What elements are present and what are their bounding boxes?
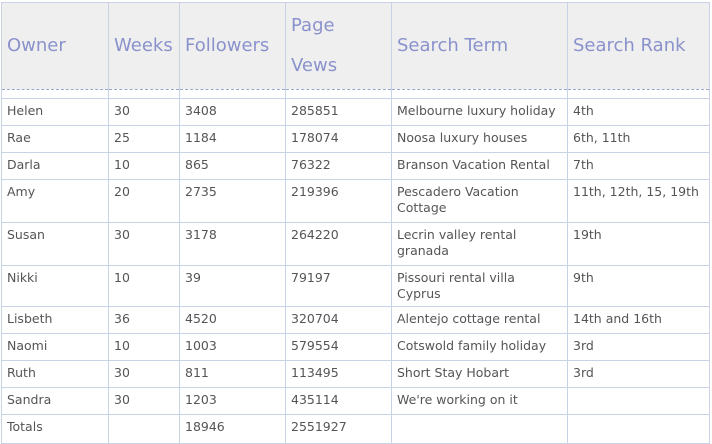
spacer-cell <box>392 90 568 99</box>
cell-owner: Sandra <box>2 388 109 415</box>
data-table-container <box>1 2 709 434</box>
cell-search-rank <box>568 388 710 415</box>
cell-weeks: 30 <box>109 223 180 266</box>
cell-weeks: 30 <box>109 388 180 415</box>
cell-page-views: 579554 <box>286 334 392 361</box>
header-owner: Owner <box>2 3 109 90</box>
cell-totals-search-rank <box>568 415 710 444</box>
cell-page-views: 219396 <box>286 180 392 223</box>
cell-page-views: 113495 <box>286 361 392 388</box>
cell-owner: Nikki <box>2 266 109 307</box>
header-followers: Followers <box>180 3 286 90</box>
cell-followers: 1203 <box>180 388 286 415</box>
cell-search-term: Cotswold family holiday <box>392 334 568 361</box>
cell-followers: 865 <box>180 153 286 180</box>
data-table <box>1 2 710 444</box>
cell-search-rank: 3rd <box>568 334 710 361</box>
cell-search-rank: 9th <box>568 266 710 307</box>
cell-owner: Ruth <box>2 361 109 388</box>
cell-followers: 3178 <box>180 223 286 266</box>
cell-page-views: 76322 <box>286 153 392 180</box>
cell-search-term: We're working on it <box>392 388 568 415</box>
cell-search-term: Lecrin valley rental granada <box>392 223 568 266</box>
spacer-cell <box>568 90 710 99</box>
spacer-cell <box>2 90 109 99</box>
cell-totals-search-term <box>392 415 568 444</box>
cell-weeks: 30 <box>109 361 180 388</box>
cell-owner: Naomi <box>2 334 109 361</box>
cell-owner: Lisbeth <box>2 307 109 334</box>
cell-totals-label: Totals <box>2 415 109 444</box>
cell-search-rank: 14th and 16th <box>568 307 710 334</box>
cell-page-views: 79197 <box>286 266 392 307</box>
table-row <box>2 388 710 415</box>
cell-weeks: 10 <box>109 266 180 307</box>
cell-owner: Amy <box>2 180 109 223</box>
cell-search-term: Alentejo cottage rental <box>392 307 568 334</box>
cell-followers: 4520 <box>180 307 286 334</box>
cell-page-views: 178074 <box>286 126 392 153</box>
header-search-term: Search Term <box>392 3 568 90</box>
cell-owner: Susan <box>2 223 109 266</box>
cell-search-rank: 3rd <box>568 361 710 388</box>
header-row <box>2 3 710 90</box>
spacer-cell <box>286 90 392 99</box>
cell-weeks: 20 <box>109 180 180 223</box>
table-row <box>2 223 710 266</box>
spacer-row <box>2 90 710 99</box>
cell-search-term: Pescadero Vacation Cottage <box>392 180 568 223</box>
table-row <box>2 153 710 180</box>
cell-owner: Darla <box>2 153 109 180</box>
cell-page-views: 435114 <box>286 388 392 415</box>
cell-search-rank: 7th <box>568 153 710 180</box>
spacer-cell <box>180 90 286 99</box>
cell-totals-weeks <box>109 415 180 444</box>
cell-search-term: Short Stay Hobart <box>392 361 568 388</box>
cell-page-views: 264220 <box>286 223 392 266</box>
cell-weeks: 30 <box>109 99 180 126</box>
table-row <box>2 99 710 126</box>
header-search-rank: Search Rank <box>568 3 710 90</box>
cell-search-rank: 19th <box>568 223 710 266</box>
cell-page-views: 320704 <box>286 307 392 334</box>
table-row <box>2 334 710 361</box>
cell-search-rank: 6th, 11th <box>568 126 710 153</box>
spacer-cell <box>109 90 180 99</box>
cell-followers: 3408 <box>180 99 286 126</box>
cell-weeks: 10 <box>109 153 180 180</box>
cell-search-term: Melbourne luxury holiday <box>392 99 568 126</box>
table-row <box>2 361 710 388</box>
totals-row <box>2 415 710 444</box>
cell-followers: 1184 <box>180 126 286 153</box>
header-weeks: Weeks <box>109 3 180 90</box>
cell-search-term: Noosa luxury houses <box>392 126 568 153</box>
cell-totals-followers: 18946 <box>180 415 286 444</box>
cell-search-rank: 11th, 12th, 15, 19th <box>568 180 710 223</box>
cell-search-term: Branson Vacation Rental <box>392 153 568 180</box>
cell-followers: 2735 <box>180 180 286 223</box>
cell-owner: Helen <box>2 99 109 126</box>
header-page-views: Page Vews <box>286 3 392 90</box>
cell-search-rank: 4th <box>568 99 710 126</box>
table-row <box>2 266 710 307</box>
cell-search-term: Pissouri rental villa Cyprus <box>392 266 568 307</box>
cell-weeks: 25 <box>109 126 180 153</box>
cell-owner: Rae <box>2 126 109 153</box>
cell-page-views: 285851 <box>286 99 392 126</box>
cell-followers: 1003 <box>180 334 286 361</box>
cell-followers: 811 <box>180 361 286 388</box>
cell-totals-page-views: 2551927 <box>286 415 392 444</box>
table-row <box>2 180 710 223</box>
table-row <box>2 307 710 334</box>
cell-weeks: 10 <box>109 334 180 361</box>
cell-followers: 39 <box>180 266 286 307</box>
table-row <box>2 126 710 153</box>
cell-weeks: 36 <box>109 307 180 334</box>
